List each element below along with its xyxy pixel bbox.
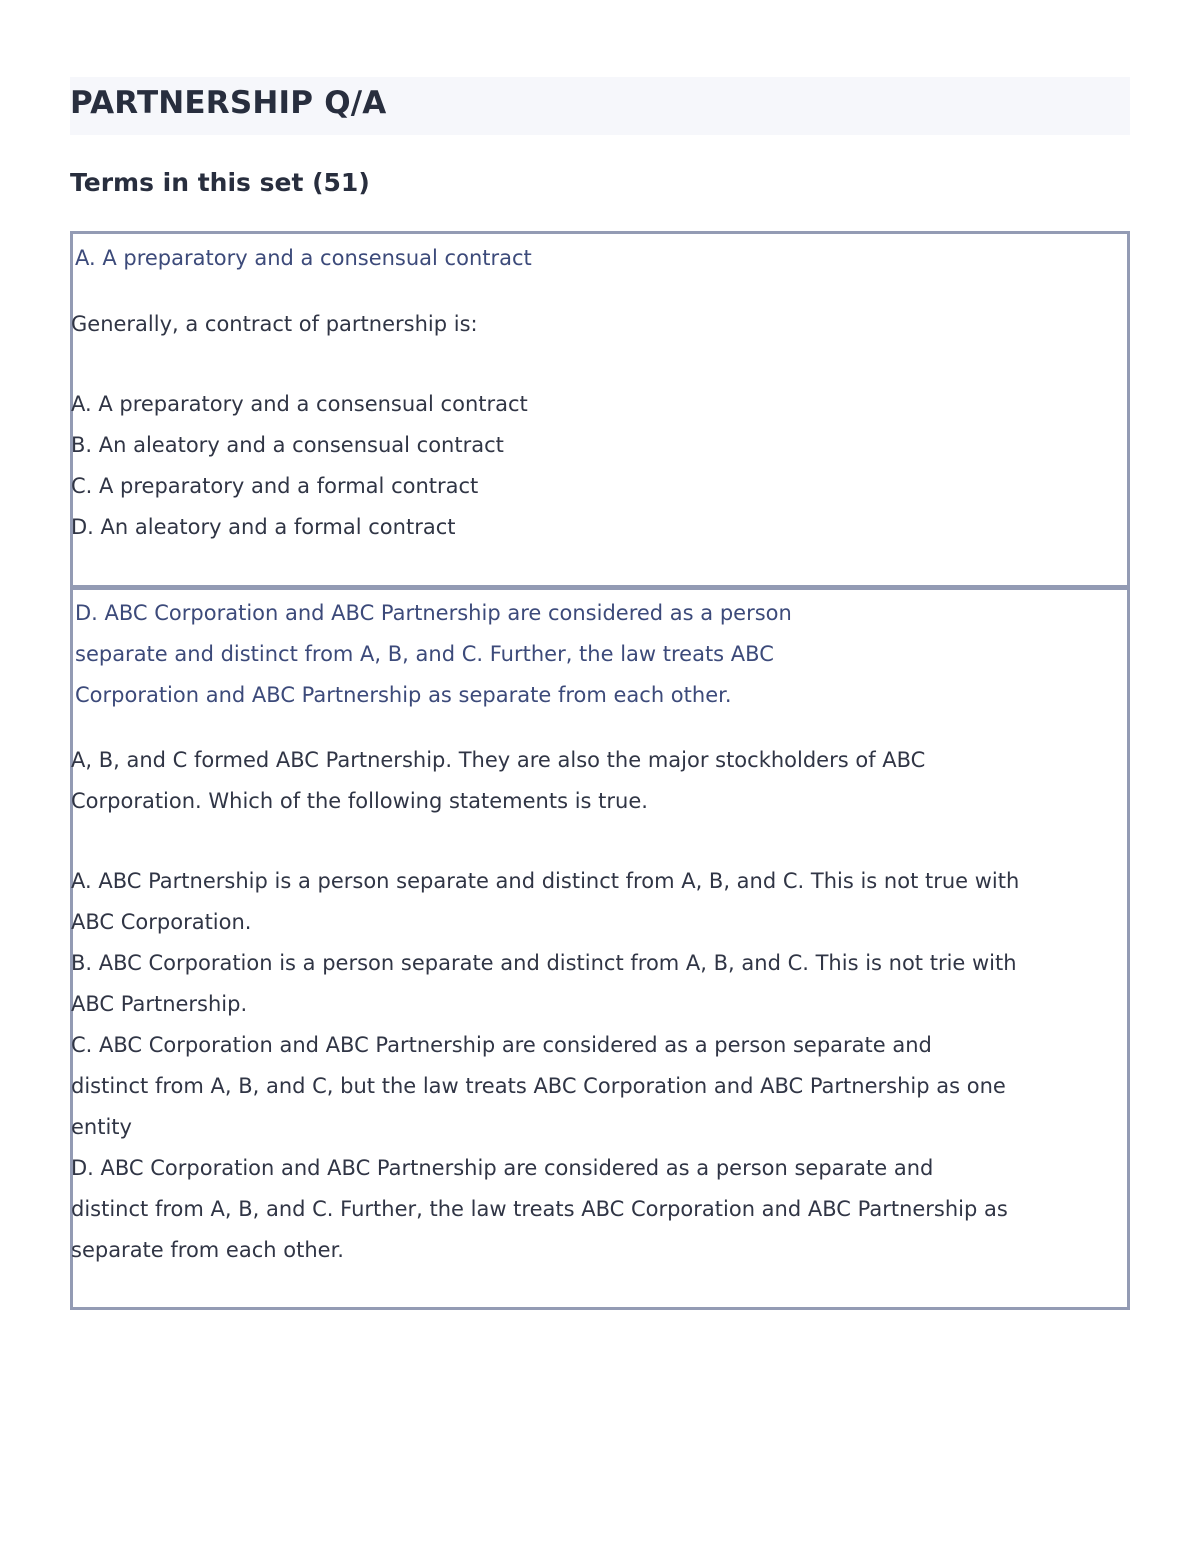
answer-option: A. ABC Partnership is a person separate and distinct from A, B, and C. This is not true with ABC Corporation. xyxy=(71,869,1020,934)
answer-option: D. ABC Corporation and ABC Partnership are considered as a person separate and distinct from A, B, and C. Further, the law treats ABC Corporation and ABC Partnership as separate from each other. xyxy=(71,1156,1008,1262)
answer-option: D. An aleatory and a formal contract xyxy=(71,515,456,539)
flashcard[interactable] xyxy=(70,231,1130,588)
card-term: A. A preparatory and a consensual contract xyxy=(75,246,532,270)
title-bar xyxy=(70,77,1130,135)
page-title: PARTNERSHIP Q/A xyxy=(70,85,387,121)
answer-option: B. ABC Corporation is a person separate and distinct from A, B, and C. This is not trie with ABC Partnership. xyxy=(71,951,1017,1016)
answer-option: C. ABC Corporation and ABC Partnership are considered as a person separate and distinct from A, B, and C, but the law treats ABC Corporation and ABC Partnership as one entity xyxy=(71,1033,1006,1139)
answer-option: C. A preparatory and a formal contract xyxy=(71,474,479,498)
definition-spacer xyxy=(71,345,1111,384)
definition-spacer xyxy=(71,822,1111,861)
card-definition xyxy=(71,740,1111,1271)
definition-question: Generally, a contract of partnership is: xyxy=(71,312,478,336)
terms-count-heading: Terms in this set (51) xyxy=(70,168,370,197)
card-term: D. ABC Corporation and ABC Partnership are considered as a person separate and distinct from A, B, and C. Further, the law treats ABC Corporation and ABC Partnership as separate from each other. xyxy=(75,601,792,707)
answer-option: A. A preparatory and a consensual contract xyxy=(71,392,528,416)
answer-option: B. An aleatory and a consensual contract xyxy=(71,433,504,457)
definition-question: A, B, and C formed ABC Partnership. They are also the major stockholders of ABC Corporation. Which of the following statements is true. xyxy=(71,748,926,813)
card-definition xyxy=(71,304,1111,548)
flashcard[interactable] xyxy=(70,587,1130,1310)
